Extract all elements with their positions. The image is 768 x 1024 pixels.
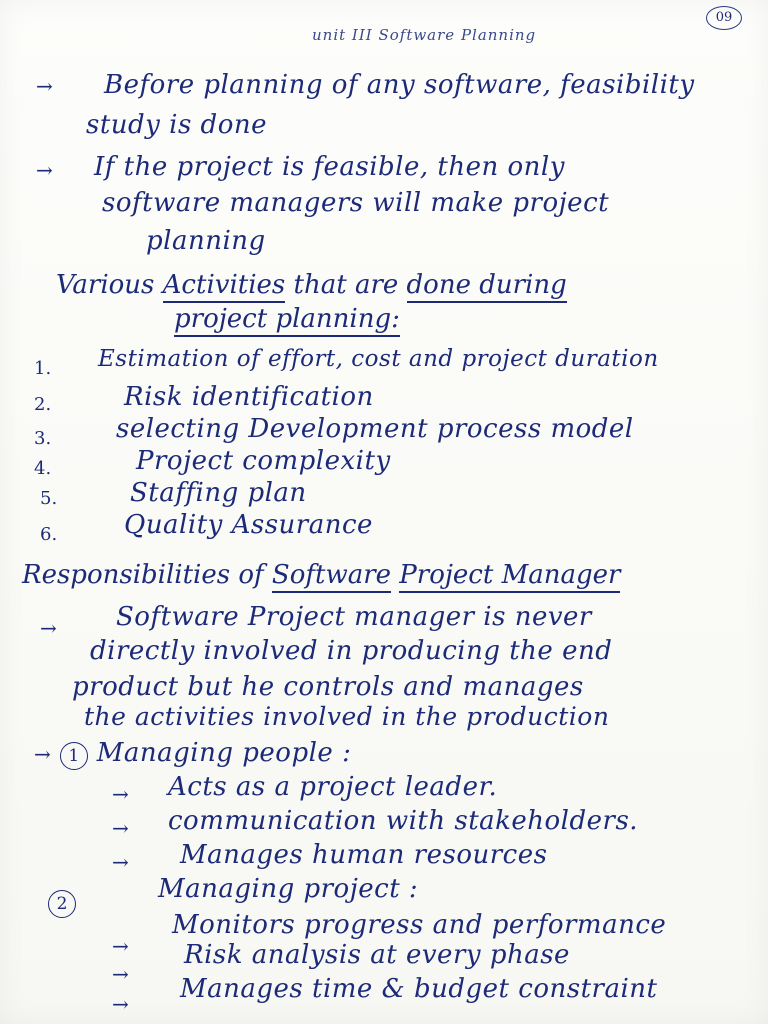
arrow-icon: → [112, 992, 129, 1016]
list-item-number: 1. [34, 358, 52, 379]
section-title: Managing people : [96, 738, 352, 768]
list-item: Quality Assurance [124, 510, 373, 540]
list-item-number: 3. [34, 428, 52, 449]
circled-number: 2 [48, 890, 76, 918]
arrow-icon: → [40, 616, 57, 640]
page-header: unit III Software Planning [312, 26, 537, 44]
arrow-icon: → [36, 74, 53, 98]
circled-number-2 [48, 890, 76, 918]
arrow-icon: → [112, 850, 129, 874]
arrow-icon: → [112, 782, 129, 806]
intro-line-2b: software managers will make project [102, 188, 610, 218]
heading-word: Responsibilities of [22, 560, 272, 590]
responsibility-para-line: directly involved in producing the end [90, 636, 613, 666]
list-item: Project complexity [136, 446, 391, 476]
section-managing-project-title: Managing project : [158, 874, 419, 904]
heading-word-underlined: Activities [163, 270, 286, 303]
list-item: selecting Development process model [116, 414, 634, 444]
intro-line-1b: study is done [86, 110, 267, 140]
responsibility-para-line: product but he controls and manages [72, 672, 584, 702]
arrow-icon: → [34, 742, 52, 766]
arrow-icon: → [112, 816, 129, 840]
list-item-number: 6. [40, 524, 58, 545]
arrow-icon: → [112, 934, 129, 958]
list-item: communication with stakeholders. [168, 806, 639, 836]
page-number: 09 [706, 6, 742, 30]
activities-heading-line-1 [56, 270, 567, 300]
activities-heading-line-2 [174, 304, 400, 334]
list-item: Manages human resources [180, 840, 548, 870]
list-item-number: 5. [40, 488, 58, 509]
list-item-number: 2. [34, 394, 52, 415]
intro-line-1a: Before planning of any software, feasibility [104, 70, 695, 100]
list-item: Risk analysis at every phase [184, 940, 570, 970]
circled-number: 1 [60, 742, 88, 770]
arrow-icon: → [36, 158, 53, 182]
intro-line-2a: If the project is feasible, then only [94, 152, 565, 182]
responsibility-para-line: the activities involved in the production [84, 702, 610, 731]
heading-word-underlined: project planning: [174, 304, 400, 337]
list-item: Risk identification [124, 382, 374, 412]
list-item: Staffing plan [130, 478, 307, 508]
list-item: Monitors progress and performance [172, 910, 667, 940]
list-item: Acts as a project leader. [168, 772, 498, 802]
list-item: Manages time & budget constraint [180, 974, 658, 1004]
intro-line-2c: planning [146, 226, 266, 256]
heading-word: Various [56, 270, 155, 300]
heading-word-underlined: done during [407, 270, 567, 303]
heading-word-underlined: Software [272, 560, 391, 593]
heading-word: that are [285, 270, 407, 300]
list-item-number: 4. [34, 458, 52, 479]
arrow-icon: → [112, 962, 129, 986]
responsibility-para-line: Software Project manager is never [116, 602, 592, 632]
responsibilities-heading [22, 560, 620, 590]
section-managing-people-title [34, 738, 351, 770]
list-item: Estimation of effort, cost and project duration [98, 346, 659, 372]
heading-word-underlined: Project Manager [399, 560, 620, 593]
